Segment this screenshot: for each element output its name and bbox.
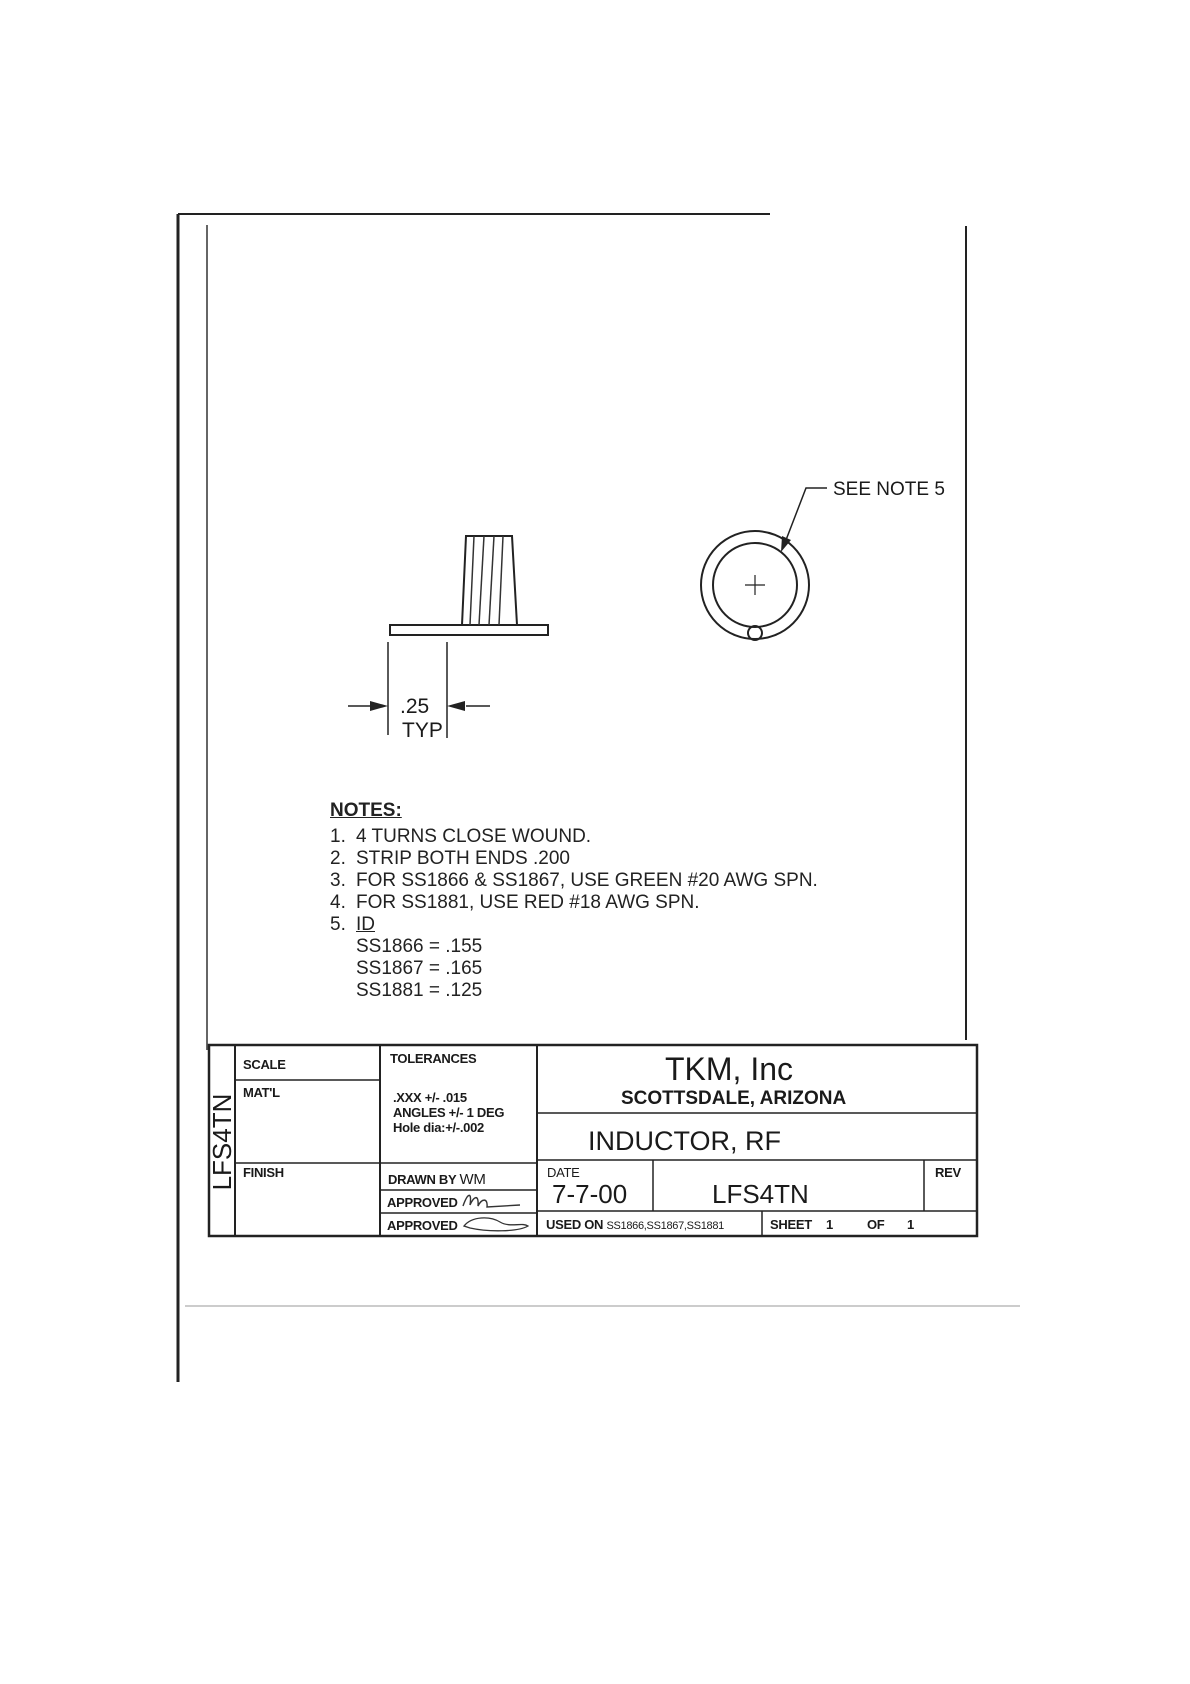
sheet-number: 1 <box>826 1217 833 1232</box>
of-label: OF <box>867 1217 885 1232</box>
matl-label: MAT'L <box>243 1085 280 1100</box>
approved-label-1: APPROVED <box>387 1195 458 1210</box>
dimension-value: .25 <box>400 695 430 718</box>
company-location: SCOTTSDALE, ARIZONA <box>621 1088 847 1109</box>
dimension-note: TYP <box>402 719 443 742</box>
see-note-label: SEE NOTE 5 <box>833 479 945 500</box>
sheet-label: SHEET <box>770 1217 812 1232</box>
notes-heading: NOTES: <box>330 800 402 821</box>
part-title: INDUCTOR, RF <box>588 1126 781 1156</box>
approval-signature <box>460 1190 530 1212</box>
drawn-by-label: DRAWN BY WM <box>388 1171 486 1188</box>
note-item: 5. ID <box>330 914 375 935</box>
scale-label: SCALE <box>243 1057 286 1072</box>
part-number: LFS4TN <box>712 1179 809 1209</box>
company-name: TKM, Inc <box>665 1051 794 1087</box>
note-item: 4. FOR SS1881, USE RED #18 AWG SPN. <box>330 892 700 913</box>
tolerance-xxx: .XXX +/- .015 <box>393 1090 467 1105</box>
approval-signature <box>460 1214 532 1234</box>
note-item: 3. FOR SS1866 & SS1867, USE GREEN #20 AWG SPN. <box>330 870 818 891</box>
id-value: SS1867 = .165 <box>356 958 483 979</box>
of-total: 1 <box>907 1217 914 1232</box>
drawn-by-initials: WM <box>459 1171 486 1188</box>
approved-label-2: APPROVED <box>387 1218 458 1233</box>
rev-label: REV <box>935 1165 961 1180</box>
part-number-vertical: LFS4TN <box>207 1093 237 1191</box>
id-value: SS1866 = .155 <box>356 936 483 957</box>
date-value: 7-7-00 <box>552 1179 628 1209</box>
tolerance-angles: ANGLES +/- 1 DEG <box>393 1105 505 1120</box>
finish-label: FINISH <box>243 1165 284 1180</box>
id-value: SS1881 = .125 <box>356 980 483 1001</box>
tolerances-label: TOLERANCES <box>390 1051 477 1066</box>
note-item: 2. STRIP BOTH ENDS .200 <box>330 848 570 869</box>
used-on-value: SS1866,SS1867,SS1881 <box>606 1220 724 1232</box>
note-item: 1. 4 TURNS CLOSE WOUND. <box>330 826 592 847</box>
tolerance-hole: Hole dia:+/-.002 <box>393 1120 484 1135</box>
date-label: DATE <box>547 1165 580 1180</box>
used-on-label: USED ON SS1866,SS1867,SS1881 <box>546 1217 724 1232</box>
